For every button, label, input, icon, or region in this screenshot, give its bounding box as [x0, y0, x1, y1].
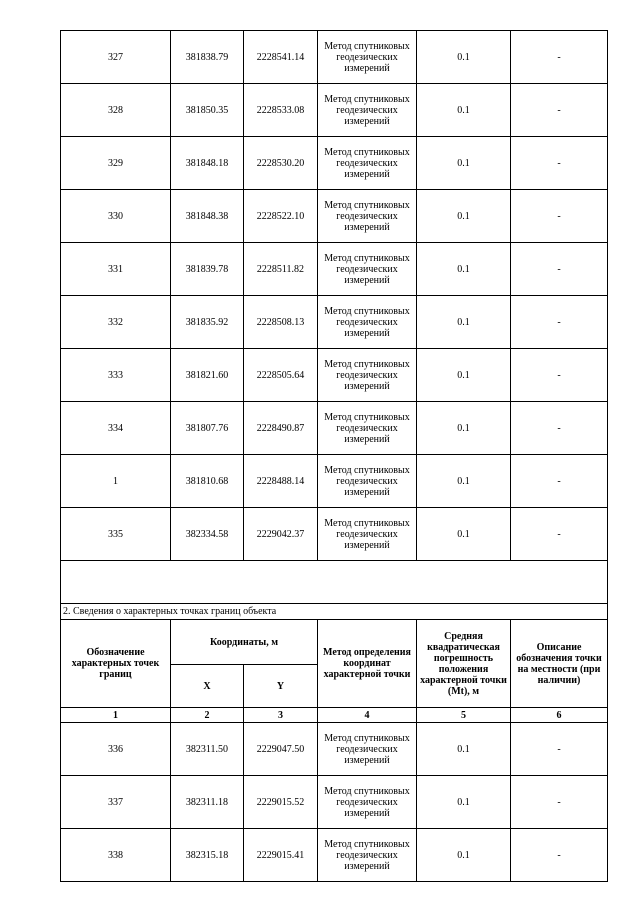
col-number: 4	[318, 708, 417, 723]
x-cell: 381810.68	[171, 455, 244, 508]
method-cell: Метод спутниковых геодезических измерений	[318, 31, 417, 84]
mt-cell: 0.1	[417, 243, 511, 296]
y-cell: 2228488.14	[244, 455, 318, 508]
desc-cell: -	[511, 349, 608, 402]
x-cell: 381848.18	[171, 137, 244, 190]
document-sheet	[60, 30, 607, 882]
method-cell: Метод спутниковых геодезических измерений	[318, 243, 417, 296]
point-cell: 331	[61, 243, 171, 296]
y-cell: 2228533.08	[244, 84, 318, 137]
x-cell: 381848.38	[171, 190, 244, 243]
point-cell: 329	[61, 137, 171, 190]
header-row-1	[61, 620, 608, 665]
mt-cell: 0.1	[417, 296, 511, 349]
table-row	[61, 508, 608, 561]
x-cell: 381850.35	[171, 84, 244, 137]
x-cell: 381835.92	[171, 296, 244, 349]
bottom-rows	[61, 723, 608, 882]
y-cell: 2228541.14	[244, 31, 318, 84]
col-number: 6	[511, 708, 608, 723]
desc-cell: -	[511, 137, 608, 190]
y-cell: 2228511.82	[244, 243, 318, 296]
col-number: 3	[244, 708, 318, 723]
mt-cell: 0.1	[417, 137, 511, 190]
x-cell: 381821.60	[171, 349, 244, 402]
y-cell: 2228508.13	[244, 296, 318, 349]
section-title: 2. Сведения о характерных точках границ объекта	[61, 604, 608, 620]
point-cell: 328	[61, 84, 171, 137]
x-cell: 382311.18	[171, 776, 244, 829]
x-cell: 381807.76	[171, 402, 244, 455]
top-rows	[61, 31, 608, 561]
point-cell: 337	[61, 776, 171, 829]
col-number: 5	[417, 708, 511, 723]
desc-cell: -	[511, 508, 608, 561]
table-row	[61, 31, 608, 84]
y-cell: 2228530.20	[244, 137, 318, 190]
mt-cell: 0.1	[417, 349, 511, 402]
header-coords: Координаты, м	[171, 620, 318, 665]
col-number: 1	[61, 708, 171, 723]
mt-cell: 0.1	[417, 190, 511, 243]
section-title-row	[61, 604, 608, 620]
header-x: X	[171, 665, 244, 708]
method-cell: Метод спутниковых геодезических измерений	[318, 455, 417, 508]
header-mt: Средняя квадратическая погрешность положения характерной точки (Mt), м	[417, 620, 511, 708]
table-row	[61, 137, 608, 190]
method-cell: Метод спутниковых геодезических измерений	[318, 723, 417, 776]
x-cell: 382311.50	[171, 723, 244, 776]
desc-cell: -	[511, 243, 608, 296]
y-cell: 2229015.41	[244, 829, 318, 882]
method-cell: Метод спутниковых геодезических измерений	[318, 402, 417, 455]
table-row	[61, 402, 608, 455]
desc-cell: -	[511, 296, 608, 349]
point-cell: 338	[61, 829, 171, 882]
x-cell: 382315.18	[171, 829, 244, 882]
method-cell: Метод спутниковых геодезических измерений	[318, 296, 417, 349]
mt-cell: 0.1	[417, 829, 511, 882]
desc-cell: -	[511, 723, 608, 776]
table-row	[61, 84, 608, 137]
desc-cell: -	[511, 84, 608, 137]
mt-cell: 0.1	[417, 31, 511, 84]
table-row	[61, 455, 608, 508]
method-cell: Метод спутниковых геодезических измерений	[318, 508, 417, 561]
method-cell: Метод спутниковых геодезических измерений	[318, 349, 417, 402]
y-cell: 2229047.50	[244, 723, 318, 776]
point-cell: 336	[61, 723, 171, 776]
header-point: Обозначение характерных точек границ	[61, 620, 171, 708]
boundary-points-table	[60, 30, 608, 882]
point-cell: 333	[61, 349, 171, 402]
mt-cell: 0.1	[417, 776, 511, 829]
desc-cell: -	[511, 829, 608, 882]
point-cell: 335	[61, 508, 171, 561]
y-cell: 2228522.10	[244, 190, 318, 243]
x-cell: 381839.78	[171, 243, 244, 296]
table-row	[61, 296, 608, 349]
y-cell: 2229042.37	[244, 508, 318, 561]
point-cell: 327	[61, 31, 171, 84]
mt-cell: 0.1	[417, 508, 511, 561]
mt-cell: 0.1	[417, 455, 511, 508]
col-number: 2	[171, 708, 244, 723]
method-cell: Метод спутниковых геодезических измерений	[318, 776, 417, 829]
table-row	[61, 829, 608, 882]
desc-cell: -	[511, 402, 608, 455]
method-cell: Метод спутниковых геодезических измерений	[318, 190, 417, 243]
method-cell: Метод спутниковых геодезических измерений	[318, 84, 417, 137]
x-cell: 381838.79	[171, 31, 244, 84]
desc-cell: -	[511, 190, 608, 243]
table-row	[61, 723, 608, 776]
y-cell: 2229015.52	[244, 776, 318, 829]
point-cell: 334	[61, 402, 171, 455]
y-cell: 2228505.64	[244, 349, 318, 402]
mt-cell: 0.1	[417, 723, 511, 776]
x-cell: 382334.58	[171, 508, 244, 561]
method-cell: Метод спутниковых геодезических измерений	[318, 137, 417, 190]
header-y: Y	[244, 665, 318, 708]
desc-cell: -	[511, 776, 608, 829]
y-cell: 2228490.87	[244, 402, 318, 455]
table-row	[61, 349, 608, 402]
table-row	[61, 776, 608, 829]
point-cell: 1	[61, 455, 171, 508]
table-row	[61, 190, 608, 243]
desc-cell: -	[511, 455, 608, 508]
blank-row	[61, 561, 608, 604]
mt-cell: 0.1	[417, 402, 511, 455]
header-desc: Описание обозначения точки на местности (при наличии)	[511, 620, 608, 708]
point-cell: 330	[61, 190, 171, 243]
desc-cell: -	[511, 31, 608, 84]
table-row	[61, 243, 608, 296]
point-cell: 332	[61, 296, 171, 349]
mt-cell: 0.1	[417, 84, 511, 137]
method-cell: Метод спутниковых геодезических измерений	[318, 829, 417, 882]
header-method: Метод определения координат характерной точки	[318, 620, 417, 708]
column-numbers-row	[61, 708, 608, 723]
